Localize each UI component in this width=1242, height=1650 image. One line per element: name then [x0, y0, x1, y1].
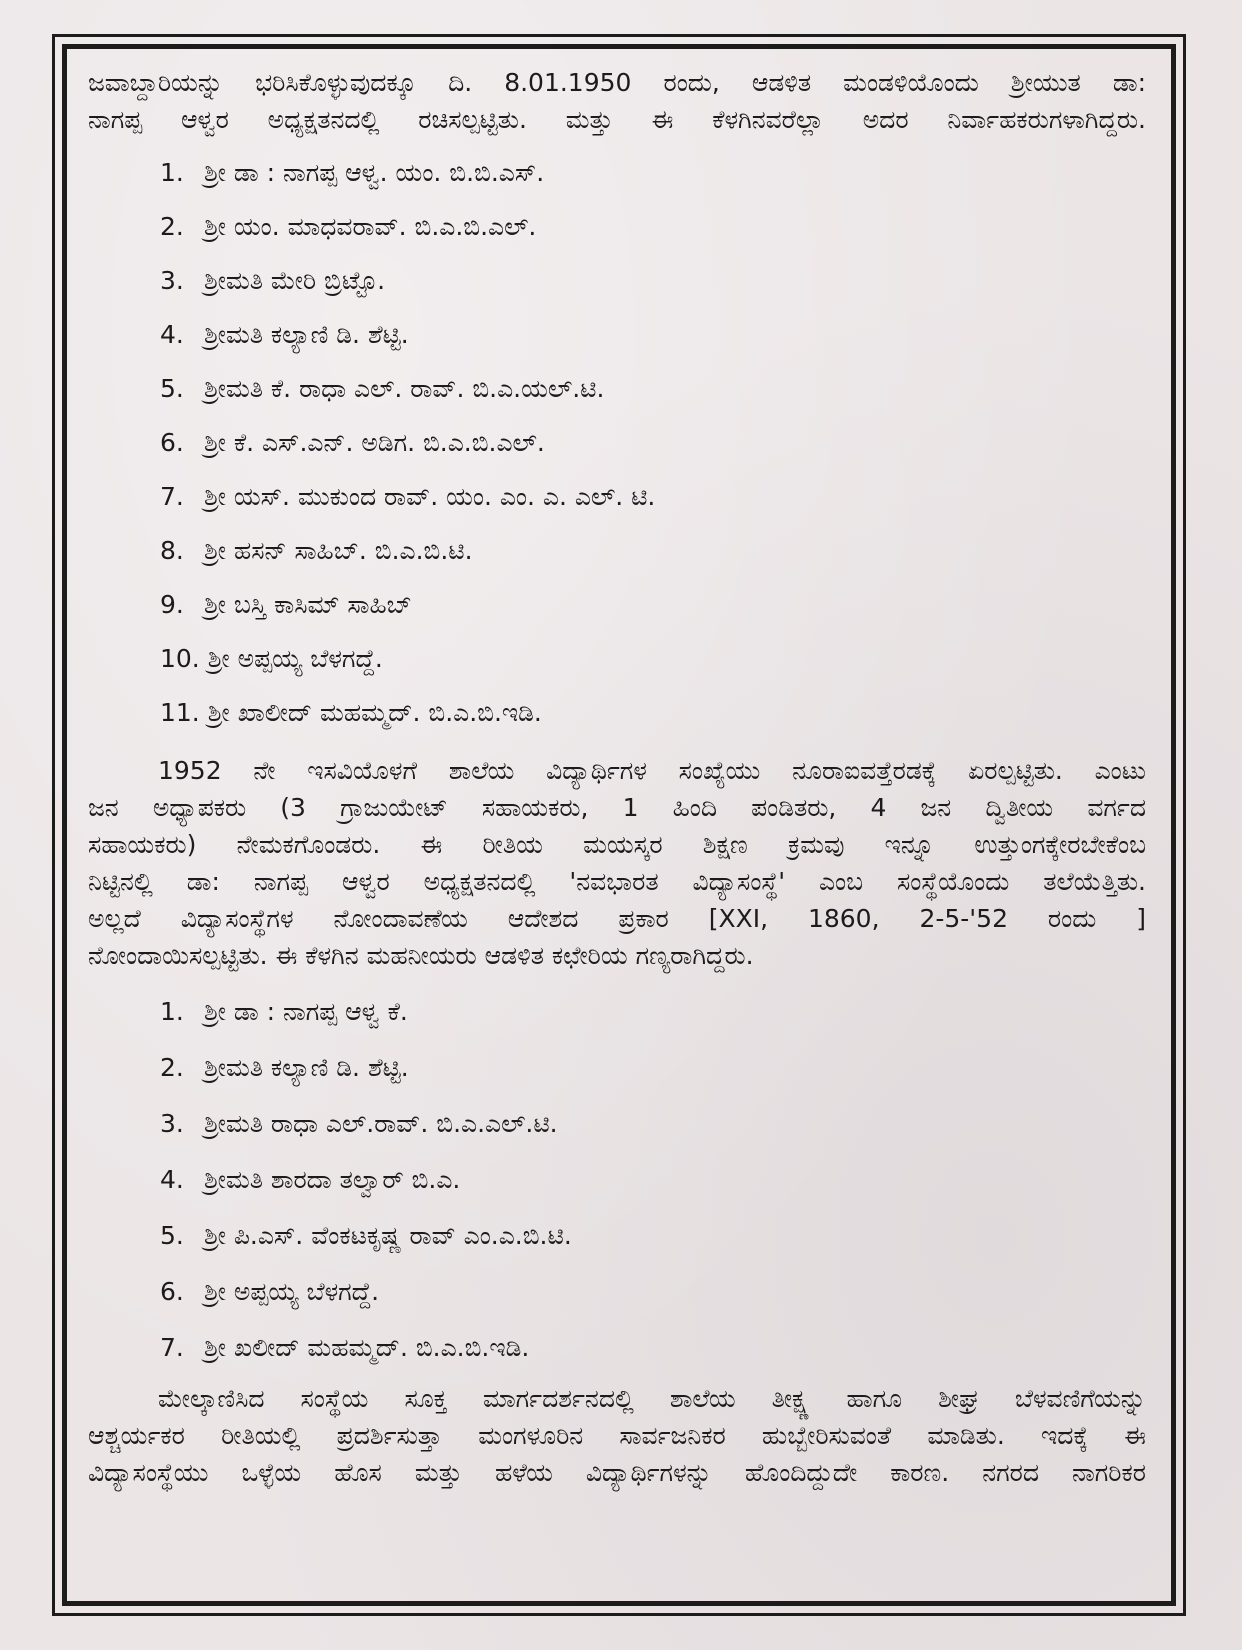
paragraph-line: 1952 ನೇ ಇಸವಿಯೊಳಗೆ ಶಾಲೆಯ ವಿದ್ಯಾರ್ಥಿಗಳ ಸಂಖ್ಯೆಯು ನೂರಾಐವತ್ತೆರಡಕ್ಕೆ ಏರಲ್ಪಟ್ಟಿತು. ಎಂಟು [158, 756, 1146, 785]
list-text: ಶ್ರೀಮತಿ ರಾಧಾ ಎಲ್.ರಾವ್. ಬಿ.ಎ.ಎಲ್.ಟಿ. [203, 1109, 558, 1138]
document-body [88, 64, 1146, 1491]
list-number: 10. [160, 644, 200, 673]
list-item [88, 1320, 1146, 1376]
list-text: ಶ್ರೀ ಕೆ. ಎಸ್.ಎನ್. ಅಡಿಗ. ಬಿ.ಎ.ಬಿ.ಎಲ್. [203, 428, 545, 457]
list-item [88, 1096, 1146, 1152]
list-number: 7. [160, 482, 184, 511]
list-number: 5. [160, 374, 184, 403]
list-item [88, 146, 1146, 200]
list-item [88, 578, 1146, 632]
list-text: ಶ್ರೀ ಖಲೀದ್ ಮಹಮ್ಮದ್. ಬಿ.ಎ.ಬಿ.ಇಡಿ. [203, 1333, 530, 1362]
list-number: 3. [160, 266, 184, 295]
list-text: ಶ್ರೀಮತಿ ಮೇರಿ ಬ್ರಿಟ್ಟೊ. [203, 266, 386, 295]
list-item [88, 308, 1146, 362]
committee-list-1952 [88, 984, 1146, 1376]
list-text: ಶ್ರೀ ಅಪ್ಪಯ್ಯ ಬೆಳಗದ್ದೆ. [203, 1277, 380, 1306]
paragraph-line: ನಿಟ್ಟಿನಲ್ಲಿ ಡಾ: ನಾಗಪ್ಪ ಆಳ್ವರ ಅಧ್ಯಕ್ಷತನದಲ್ಲಿ 'ನವಭಾರತ ವಿದ್ಯಾಸಂಸ್ಥೆ' ಎಂಬ ಸಂಸ್ಥೆಯೊಂದು ತಲೆಯೆತ್ತಿತು. [88, 867, 1146, 896]
committee-list-1950 [88, 146, 1146, 740]
list-text: ಶ್ರೀ ಯಂ. ಮಾಧವರಾವ್. ಬಿ.ಎ.ಬಿ.ಎಲ್. [203, 212, 537, 241]
list-text: ಶ್ರೀ ಹಸನ್ ಸಾಹಿಬ್. ಬಿ.ಎ.ಬಿ.ಟಿ. [203, 536, 473, 565]
list-number: 9. [160, 590, 184, 619]
list-item [88, 362, 1146, 416]
paragraph-1952 [88, 752, 1146, 974]
list-text: ಶ್ರೀ ಬಸ್ತಿ ಕಾಸಿಮ್ ಸಾಹಿಬ್ [203, 590, 412, 619]
list-item [88, 416, 1146, 470]
list-item [88, 686, 1146, 740]
intro-line: ನಾಗಪ್ಪ ಆಳ್ವರ ಅಧ್ಯಕ್ಷತನದಲ್ಲಿ ರಚಿಸಲ್ಪಟ್ಟಿತು. ಮತ್ತು ಈ ಕೆಳಗಿನವರೆಲ್ಲಾ ಅದರ ನಿರ್ವಾಹಕರುಗಳಾಗಿದ್ದರು. [88, 105, 1146, 134]
list-number: 1. [160, 997, 184, 1026]
list-number: 1. [160, 158, 184, 187]
list-number: 11. [160, 698, 200, 727]
list-number: 2. [160, 212, 184, 241]
list-item [88, 1152, 1146, 1208]
list-item [88, 1208, 1146, 1264]
list-item [88, 200, 1146, 254]
paragraph-line: ಅಲ್ಲದೆ ವಿದ್ಯಾಸಂಸ್ಥೆಗಳ ನೋಂದಾವಣೆಯ ಆದೇಶದ ಪ್ರಕಾರ [XXI, 1860, 2-5-'52 ರಂದು ] [88, 904, 1146, 933]
intro-line: ಜವಾಬ್ದಾರಿಯನ್ನು ಭರಿಸಿಕೊಳ್ಳುವುದಕ್ಕೂ ದಿ. 8.01.1950 ರಂದು, ಆಡಳಿತ ಮಂಡಳಿಯೊಂದು ಶ್ರೀಯುತ ಡಾ: [88, 68, 1146, 97]
list-text: ಶ್ರೀಮತಿ ಶಾರದಾ ತಲ್ವಾರ್ ಬಿ.ಎ. [203, 1165, 461, 1194]
list-number: 8. [160, 536, 184, 565]
list-number: 7. [160, 1333, 184, 1362]
list-item [88, 632, 1146, 686]
paragraph-line: ಮೇಲ್ಕಾಣಿಸಿದ ಸಂಸ್ಥೆಯ ಸೂಕ್ತ ಮಾರ್ಗದರ್ಶನದಲ್ಲಿ ಶಾಲೆಯ ತೀಕ್ಷ್ಣ ಹಾಗೂ ಶೀಘ್ರ ಬೆಳವಣಿಗೆಯನ್ನು [158, 1384, 1146, 1413]
list-text: ಶ್ರೀ ಡಾ : ನಾಗಪ್ಪ ಆಳ್ವ ಕೆ. [203, 997, 408, 1026]
list-text: ಶ್ರೀಮತಿ ಕೆ. ರಾಧಾ ಎಲ್. ರಾವ್. ಬಿ.ಎ.ಯಲ್.ಟಿ. [203, 374, 605, 403]
list-number: 6. [160, 428, 184, 457]
list-item [88, 984, 1146, 1040]
list-number: 3. [160, 1109, 184, 1138]
list-text: ಶ್ರೀಮತಿ ಕಲ್ಯಾಣಿ ಡಿ. ಶೆಟ್ಟಿ. [203, 1053, 409, 1082]
paragraph-line: ಆಶ್ಚರ್ಯಕರ ರೀತಿಯಲ್ಲಿ ಪ್ರದರ್ಶಿಸುತ್ತಾ ಮಂಗಳೂರಿನ ಸಾರ್ವಜನಿಕರ ಹುಬ್ಬೇರಿಸುವಂತೆ ಮಾಡಿತು. ಇದಕ್ಕೆ ಈ [88, 1421, 1146, 1450]
list-item [88, 470, 1146, 524]
list-number: 4. [160, 1165, 184, 1194]
list-item [88, 1264, 1146, 1320]
paragraph-line: ಸಹಾಯಕರು) ನೇಮಕಗೊಂಡರು. ಈ ರೀತಿಯ ಮಯಸ್ಕರ ಶಿಕ್ಷಣ ಕ್ರಮವು ಇನ್ನೂ ಉತ್ತುಂಗಕ್ಕೇರಬೇಕೆಂಬ [88, 830, 1146, 859]
paragraph-line: ಜನ ಅಧ್ಯಾಪಕರು (3 ಗ್ರಾಜುಯೇಟ್ ಸಹಾಯಕರು, 1 ಹಿಂದಿ ಪಂಡಿತರು, 4 ಜನ ದ್ವಿತೀಯ ವರ್ಗದ [88, 793, 1146, 822]
closing-paragraph [88, 1380, 1146, 1491]
list-text: ಶ್ರೀ ಡಾ : ನಾಗಪ್ಪ ಆಳ್ವ. ಯಂ. ಬಿ.ಬಿ.ಎಸ್. [203, 158, 545, 187]
list-number: 2. [160, 1053, 184, 1082]
list-number: 4. [160, 320, 184, 349]
list-number: 5. [160, 1221, 184, 1250]
list-text: ಶ್ರೀಮತಿ ಕಲ್ಯಾಣಿ ಡಿ. ಶೆಟ್ಟಿ. [203, 320, 409, 349]
list-item [88, 254, 1146, 308]
list-text: ಶ್ರೀ ಅಪ್ಪಯ್ಯ ಬೆಳಗದ್ದೆ. [207, 644, 383, 673]
list-text: ಶ್ರೀ ಯಸ್. ಮುಕುಂದ ರಾವ್. ಯಂ. ಎಂ. ಎ. ಎಲ್. ಟಿ. [203, 482, 656, 511]
list-text: ಶ್ರೀ ಖಾಲೀದ್ ಮಹಮ್ಮದ್. ಬಿ.ಎ.ಬಿ.ಇಡಿ. [207, 698, 542, 727]
list-number: 6. [160, 1277, 184, 1306]
list-item [88, 1040, 1146, 1096]
list-item [88, 524, 1146, 578]
paragraph-line: ವಿದ್ಯಾಸಂಸ್ಥೆಯು ಒಳ್ಳೆಯ ಹೊಸ ಮತ್ತು ಹಳೆಯ ವಿದ್ಯಾರ್ಥಿಗಳನ್ನು ಹೊಂದಿದ್ದುದೇ ಕಾರಣ. ನಗರದ ನಾಗರಿಕರ [88, 1458, 1146, 1487]
list-text: ಶ್ರೀ ಪಿ.ಎಸ್. ವೆಂಕಟಕೃಷ್ಣ ರಾವ್ ಎಂ.ಎ.ಬಿ.ಟಿ. [203, 1221, 572, 1250]
paragraph-line: ನೋಂದಾಯಿಸಲ್ಪಟ್ಟಿತು. ಈ ಕೆಳಗಿನ ಮಹನೀಯರು ಆಡಳಿತ ಕಛೇರಿಯ ಗಣ್ಯರಾಗಿದ್ದರು. [88, 941, 754, 970]
intro-paragraph [88, 64, 1146, 138]
